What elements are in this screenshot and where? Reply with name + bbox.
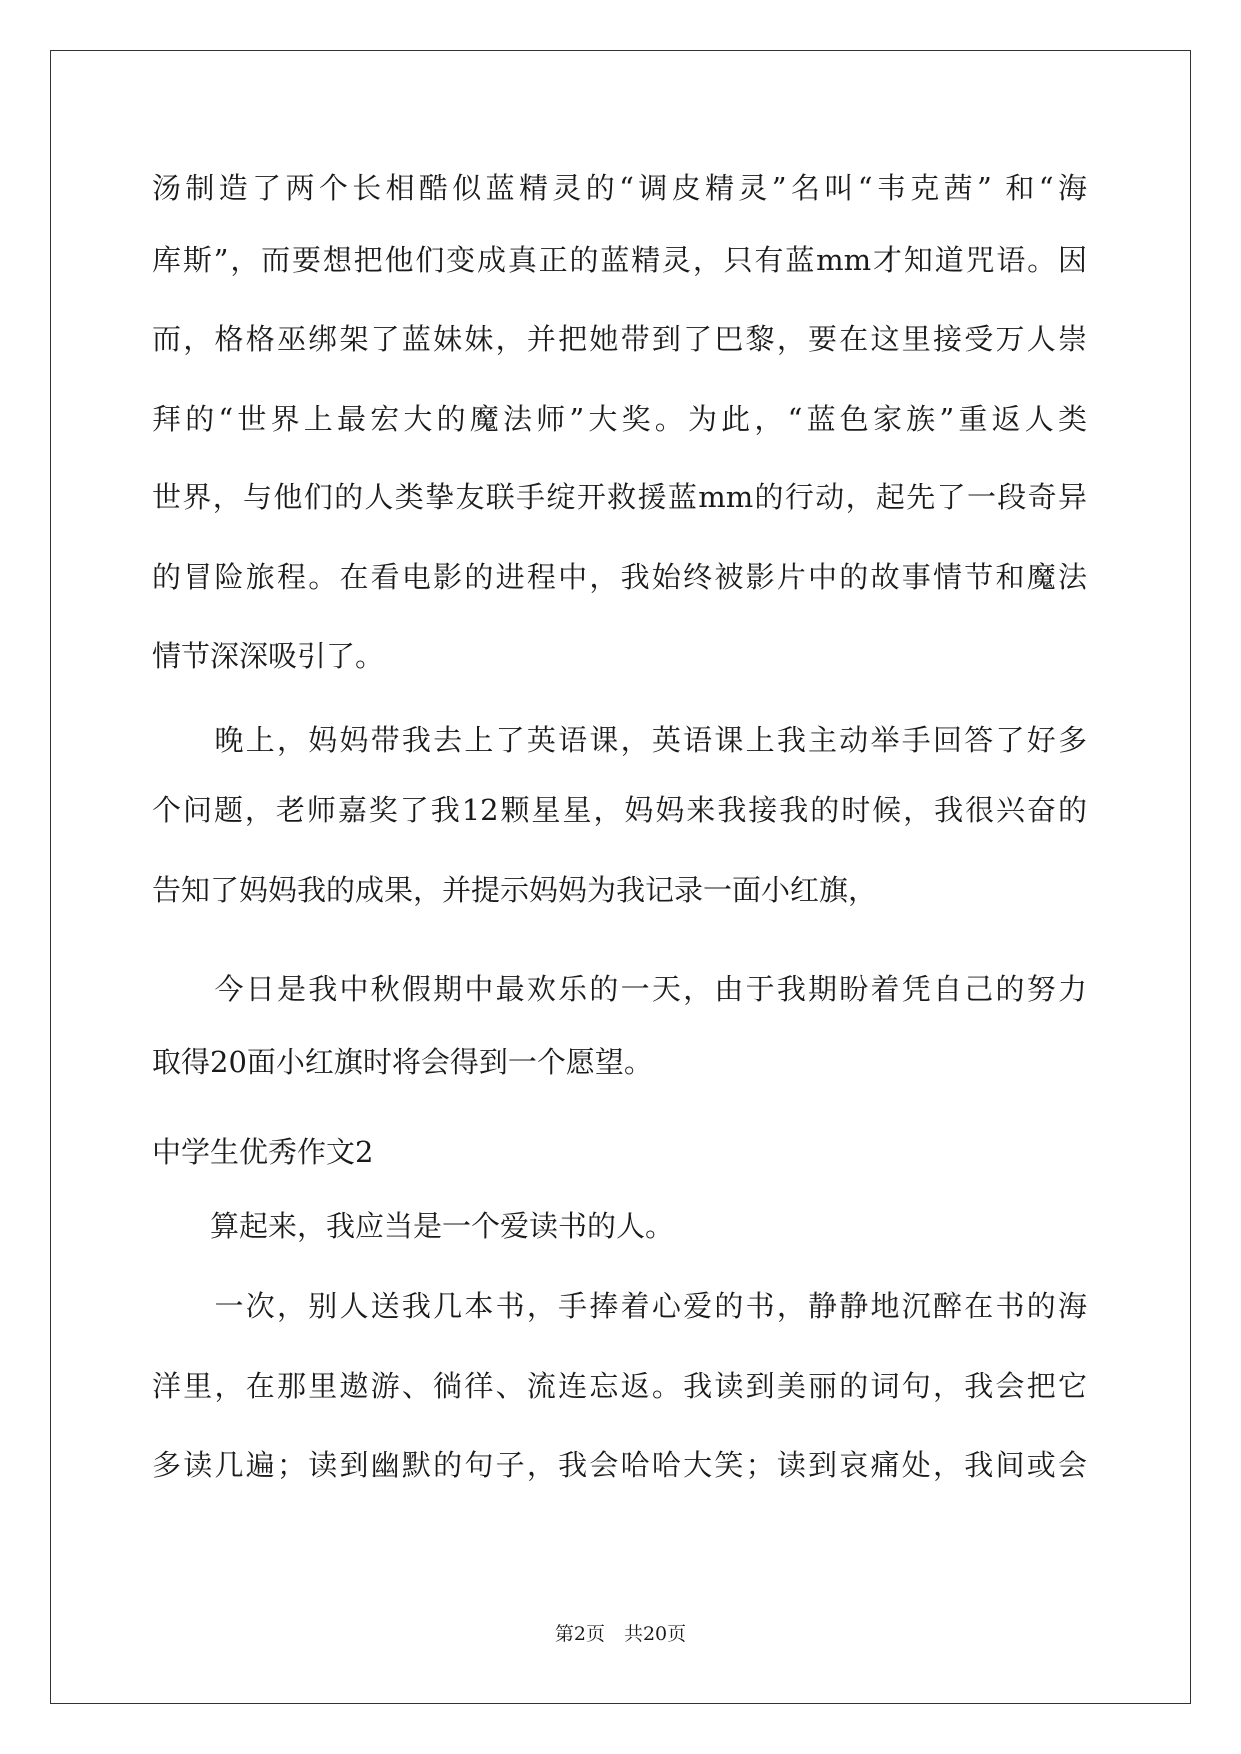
text-line: 洋里，在那里遨游、徜徉、流连忘返。我读到美丽的词句，我会把它 — [152, 1369, 1087, 1403]
text-line: 拜的“世界上最宏大的魔法师”大奖。为此，“蓝色家族”重返人类 — [152, 402, 1087, 436]
text-line: 世界，与他们的人类挚友联手绽开救援蓝mm的行动，起先了一段奇异 — [152, 480, 1087, 514]
text-line: 个问题，老师嘉奖了我12颗星星，妈妈来我接我的时候，我很兴奋的 — [152, 793, 1087, 827]
text-line: 库斯”，而要想把他们变成真正的蓝精灵，只有蓝mm才知道咒语。因 — [152, 243, 1087, 277]
text-line: 今日是我中秋假期中最欢乐的一天，由于我期盼着凭自己的努力 — [152, 972, 1087, 1006]
text-line: 而，格格巫绑架了蓝妹妹，并把她带到了巴黎，要在这里接受万人崇 — [152, 322, 1087, 356]
text-line: 取得20面小红旗时将会得到一个愿望。 — [152, 1045, 653, 1079]
text-line: 情节深深吸引了。 — [152, 639, 385, 673]
text-line: 的冒险旅程。在看电影的进程中，我始终被影片中的故事情节和魔法 — [152, 560, 1087, 594]
text-line: 多读几遍；读到幽默的句子，我会哈哈大笑；读到哀痛处，我间或会 — [152, 1448, 1087, 1482]
text-line: 告知了妈妈我的成果，并提示妈妈为我记录一面小红旗， — [152, 873, 878, 907]
text-line: 晚上，妈妈带我去上了英语课，英语课上我主动举手回答了好多 — [152, 723, 1087, 757]
section-heading: 中学生优秀作文2 — [152, 1135, 374, 1169]
text-line: 算起来，我应当是一个爱读书的人。 — [152, 1209, 675, 1243]
text-line: 一次，别人送我几本书，手捧着心爱的书，静静地沉醉在书的海 — [152, 1289, 1087, 1323]
text-line: 汤制造了两个长相酷似蓝精灵的“调皮精灵”名叫“韦克茜” 和“海 — [152, 171, 1087, 205]
page-number-footer: 第2页 共20页 — [554, 1623, 687, 1645]
